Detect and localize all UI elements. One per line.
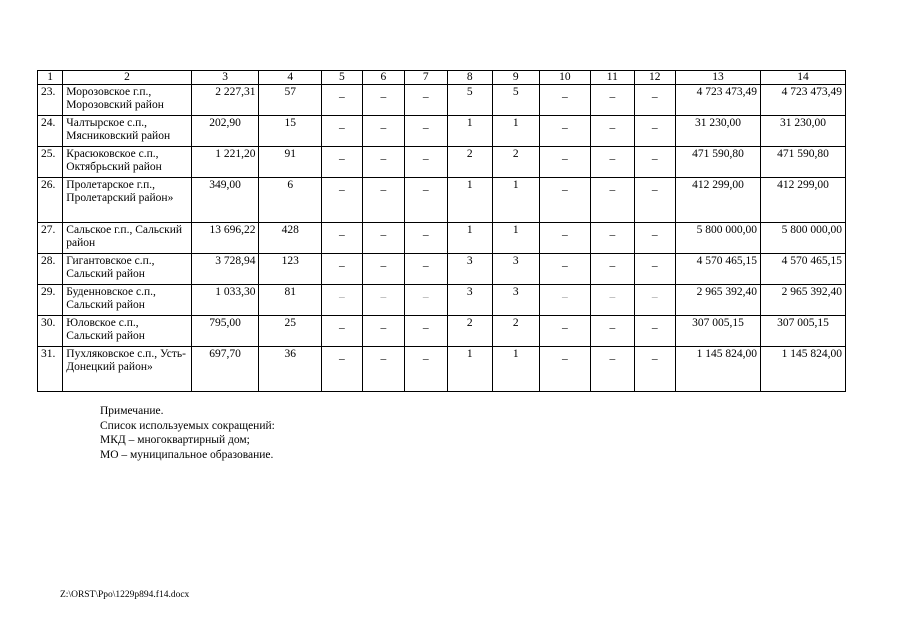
cell-col14: 31 230,00	[760, 116, 845, 147]
cell-col6: –	[362, 316, 404, 347]
cell-col5: –	[322, 285, 362, 316]
cell-col9: 1	[493, 347, 540, 392]
municipality-name: Сальское г.п., Сальский район	[63, 223, 191, 254]
notes-title: Примечание.	[100, 405, 164, 417]
header-row	[38, 71, 846, 85]
cell-col3: 3 728,94	[191, 254, 259, 285]
cell-col11: –	[591, 178, 634, 223]
col-header-10: 10	[539, 71, 591, 85]
cell-col10: –	[539, 178, 591, 223]
cell-col12: –	[634, 178, 675, 223]
cell-col9: 3	[493, 254, 540, 285]
cell-col7: –	[405, 223, 447, 254]
cell-col12: –	[634, 254, 675, 285]
cell-col13: 4 723 473,49	[676, 85, 761, 116]
cell-col3: 2 227,31	[191, 85, 259, 116]
cell-col3: 1 221,20	[191, 147, 259, 178]
cell-col14: 2 965 392,40	[760, 285, 845, 316]
cell-col7: –	[405, 316, 447, 347]
cell-col8: 3	[447, 254, 493, 285]
row-number: 30.	[38, 316, 63, 347]
col-header-12: 12	[634, 71, 675, 85]
cell-col7: –	[405, 147, 447, 178]
cell-col10: –	[539, 285, 591, 316]
table-row	[38, 347, 846, 392]
cell-col11: –	[591, 147, 634, 178]
cell-col10: –	[539, 254, 591, 285]
row-number: 24.	[38, 116, 63, 147]
cell-col13: 1 145 824,00	[676, 347, 761, 392]
row-number: 25.	[38, 147, 63, 178]
cell-col14: 1 145 824,00	[760, 347, 845, 392]
cell-col8: 1	[447, 223, 493, 254]
cell-col4: 428	[259, 223, 322, 254]
col-header-7: 7	[405, 71, 447, 85]
cell-col4: 15	[259, 116, 322, 147]
table-row	[38, 178, 846, 223]
municipality-name: Пухляковское с.п., Усть-Донецкий район»	[63, 347, 191, 392]
row-number: 26.	[38, 178, 63, 223]
row-number: 29.	[38, 285, 63, 316]
municipality-name: Пролетарское г.п., Пролетарский район»	[63, 178, 191, 223]
cell-col4: 25	[259, 316, 322, 347]
cell-col12: –	[634, 85, 675, 116]
cell-col9: 1	[493, 223, 540, 254]
table-row	[38, 223, 846, 254]
cell-col4: 6	[259, 178, 322, 223]
cell-col10: –	[539, 316, 591, 347]
cell-col5: –	[322, 116, 362, 147]
municipality-name: Буденновское с.п., Сальский район	[63, 285, 191, 316]
cell-col5: –	[322, 347, 362, 392]
cell-col12: –	[634, 316, 675, 347]
municipality-name: Красюковское с.п., Октябрьский район	[63, 147, 191, 178]
cell-col6: –	[362, 178, 404, 223]
cell-col13: 31 230,00	[676, 116, 761, 147]
cell-col13: 5 800 000,00	[676, 223, 761, 254]
cell-col3: 795,00	[191, 316, 259, 347]
cell-col9: 1	[493, 116, 540, 147]
cell-col9: 2	[493, 316, 540, 347]
municipality-name: Морозовское г.п., Морозовский район	[63, 85, 191, 116]
cell-col5: –	[322, 254, 362, 285]
cell-col13: 2 965 392,40	[676, 285, 761, 316]
cell-col3: 13 696,22	[191, 223, 259, 254]
cell-col5: –	[322, 223, 362, 254]
cell-col9: 3	[493, 285, 540, 316]
cell-col12: –	[634, 347, 675, 392]
cell-col13: 471 590,80	[676, 147, 761, 178]
cell-col14: 4 570 465,15	[760, 254, 845, 285]
cell-col4: 123	[259, 254, 322, 285]
cell-col11: –	[591, 85, 634, 116]
table-row	[38, 254, 846, 285]
table-row	[38, 85, 846, 116]
cell-col14: 307 005,15	[760, 316, 845, 347]
cell-col8: 1	[447, 347, 493, 392]
col-header-11: 11	[591, 71, 634, 85]
cell-col5: –	[322, 147, 362, 178]
cell-col11: –	[591, 254, 634, 285]
cell-col3: 349,00	[191, 178, 259, 223]
row-number: 27.	[38, 223, 63, 254]
table-row	[38, 285, 846, 316]
cell-col6: –	[362, 85, 404, 116]
cell-col4: 36	[259, 347, 322, 392]
cell-col4: 91	[259, 147, 322, 178]
cell-col13: 307 005,15	[676, 316, 761, 347]
col-header-4: 4	[259, 71, 322, 85]
abbreviation-item: МО – муниципальное образование.	[100, 448, 274, 461]
cell-col7: –	[405, 347, 447, 392]
cell-col14: 471 590,80	[760, 147, 845, 178]
col-header-6: 6	[362, 71, 404, 85]
cell-col9: 5	[493, 85, 540, 116]
cell-col4: 57	[259, 85, 322, 116]
col-header-14: 14	[760, 71, 845, 85]
abbreviation-item: МКД – многоквартирный дом;	[100, 434, 250, 446]
cell-col3: 202,90	[191, 116, 259, 147]
cell-col6: –	[362, 116, 404, 147]
notes-block	[100, 404, 275, 462]
cell-col7: –	[405, 178, 447, 223]
cell-col13: 4 570 465,15	[676, 254, 761, 285]
cell-col8: 3	[447, 285, 493, 316]
row-number: 23.	[38, 85, 63, 116]
cell-col5: –	[322, 316, 362, 347]
cell-col6: –	[362, 223, 404, 254]
cell-col9: 2	[493, 147, 540, 178]
cell-col6: –	[362, 285, 404, 316]
municipality-name: Гигантовское с.п., Сальский район	[63, 254, 191, 285]
cell-col7: –	[405, 254, 447, 285]
cell-col11: –	[591, 316, 634, 347]
col-header-2: 2	[63, 71, 191, 85]
cell-col8: 5	[447, 85, 493, 116]
cell-col8: 2	[447, 316, 493, 347]
municipality-name: Чалтырское с.п., Мясниковский район	[63, 116, 191, 147]
cell-col4: 81	[259, 285, 322, 316]
cell-col11: –	[591, 285, 634, 316]
cell-col14: 412 299,00	[760, 178, 845, 223]
table-row	[38, 316, 846, 347]
cell-col5: –	[322, 85, 362, 116]
table-row	[38, 147, 846, 178]
cell-col12: –	[634, 223, 675, 254]
abbreviations-heading: Список используемых сокращений:	[100, 419, 275, 432]
cell-col7: –	[405, 85, 447, 116]
cell-col10: –	[539, 85, 591, 116]
col-header-3: 3	[191, 71, 259, 85]
cell-col11: –	[591, 223, 634, 254]
cell-col10: –	[539, 147, 591, 178]
col-header-8: 8	[447, 71, 493, 85]
cell-col8: 2	[447, 147, 493, 178]
cell-col14: 5 800 000,00	[760, 223, 845, 254]
cell-col12: –	[634, 147, 675, 178]
cell-col6: –	[362, 254, 404, 285]
cell-col7: –	[405, 285, 447, 316]
table-row	[38, 116, 846, 147]
cell-col5: –	[322, 178, 362, 223]
cell-col8: 1	[447, 116, 493, 147]
data-table	[37, 70, 846, 392]
cell-col9: 1	[493, 178, 540, 223]
document-file-path: Z:\ORST\Ppo\1229p894.f14.docx	[60, 590, 190, 600]
row-number: 31.	[38, 347, 63, 392]
cell-col10: –	[539, 223, 591, 254]
cell-col7: –	[405, 116, 447, 147]
col-header-9: 9	[493, 71, 540, 85]
cell-col6: –	[362, 147, 404, 178]
cell-col3: 1 033,30	[191, 285, 259, 316]
cell-col12: –	[634, 116, 675, 147]
cell-col6: –	[362, 347, 404, 392]
cell-col10: –	[539, 347, 591, 392]
cell-col13: 412 299,00	[676, 178, 761, 223]
cell-col12: –	[634, 285, 675, 316]
cell-col14: 4 723 473,49	[760, 85, 845, 116]
cell-col11: –	[591, 347, 634, 392]
cell-col8: 1	[447, 178, 493, 223]
cell-col3: 697,70	[191, 347, 259, 392]
col-header-1: 1	[38, 71, 63, 85]
municipality-name: Юловское с.п., Сальский район	[63, 316, 191, 347]
table-body	[38, 85, 846, 392]
col-header-13: 13	[676, 71, 761, 85]
col-header-5: 5	[322, 71, 362, 85]
cell-col11: –	[591, 116, 634, 147]
row-number: 28.	[38, 254, 63, 285]
cell-col10: –	[539, 116, 591, 147]
